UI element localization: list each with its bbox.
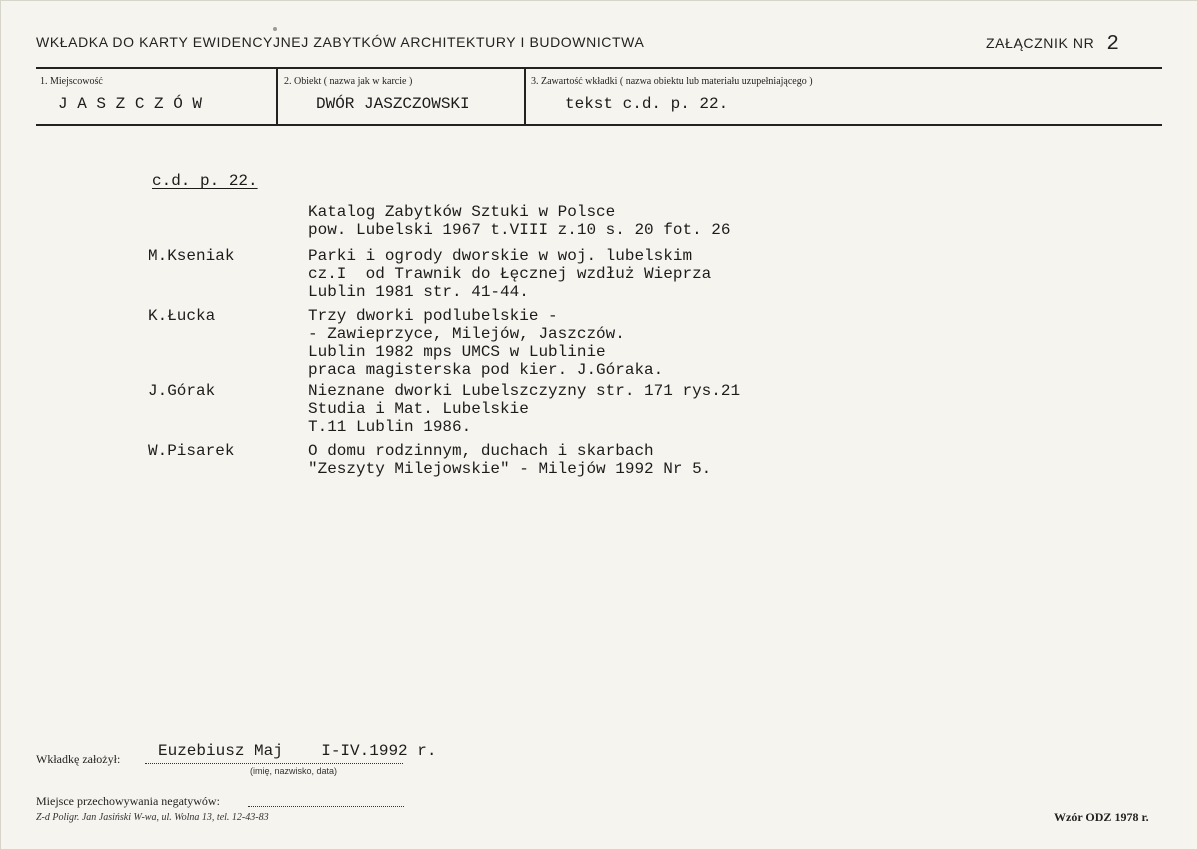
entry-text-line: pow. Lubelski 1967 t.VIII z.10 s. 20 fot. 26 <box>308 221 731 239</box>
entry-text-line: Lublin 1982 mps UMCS w Lublinie <box>308 343 606 361</box>
continuation-heading: c.d. p. 22. <box>152 172 258 190</box>
annex-label-text: ZAŁĄCZNIK NR <box>986 35 1095 51</box>
entry-text-line: Nieznane dworki Lubelszczyzny str. 171 rys.21 <box>308 382 741 400</box>
annex-label <box>986 32 1120 55</box>
negatives-location-label: Miejsce przechowywania negatywów: <box>36 794 220 808</box>
bottom-rule <box>36 124 1162 126</box>
locality-value: J A S Z C Z Ó W <box>58 95 203 113</box>
entry-author: J.Górak <box>148 382 216 400</box>
printer-imprint: Z-d Poligr. Jan Jasiński W-wa, ul. Wolna 13, tel. 12-43-83 <box>36 812 269 823</box>
object-value: DWÓR JASZCZOWSKI <box>316 95 470 113</box>
created-by-hint: (imię, nazwisko, data) <box>250 766 338 776</box>
content-label: 3. Zawartość wkładki ( nazwa obiektu lub materiału uzupełniającego ) <box>531 76 813 87</box>
card-title: WKŁADKA DO KARTY EWIDENCYJNEJ ZABYTKÓW ARCHITEKTURY I BUDOWNICTWA <box>36 34 645 50</box>
created-by-dotted-line <box>145 763 403 764</box>
divider-1 <box>276 67 278 125</box>
top-rule <box>36 67 1162 69</box>
entry-text-line: Parki i ogrody dworskie w woj. lubelskim <box>308 247 693 265</box>
annex-number: 2 <box>1106 33 1120 56</box>
entry-text-line: Studia i Mat. Lubelskie <box>308 400 529 418</box>
form-id: Wzór ODZ 1978 r. <box>1054 810 1149 824</box>
entry-text-line: praca magisterska pod kier. J.Góraka. <box>308 361 664 379</box>
divider-2 <box>524 67 526 125</box>
entry-text-line: Trzy dworki podlubelskie - <box>308 307 558 325</box>
entry-author: K.Łucka <box>148 307 216 325</box>
locality-label: 1. Miejscowość <box>40 76 103 87</box>
entry-author: M.Kseniak <box>148 247 235 265</box>
object-label: 2. Obiekt ( nazwa jak w karcie ) <box>284 76 413 87</box>
entry-text-line: T.11 Lublin 1986. <box>308 418 472 436</box>
entry-author: W.Pisarek <box>148 442 235 460</box>
entry-text-line: cz.I od Trawnik do Łęcznej wzdłuż Wieprza <box>308 265 712 283</box>
negatives-dotted-line <box>248 806 404 807</box>
content-value: tekst c.d. p. 22. <box>565 95 729 113</box>
entry-text-line: Katalog Zabytków Sztuki w Polsce <box>308 203 616 221</box>
entry-text-line: Lublin 1981 str. 41-44. <box>308 283 529 301</box>
created-by-value: Euzebiusz Maj I-IV.1992 r. <box>158 742 437 760</box>
created-by-label: Wkładkę założył: <box>36 752 121 766</box>
paper-mark <box>273 27 277 31</box>
entry-text-line: O domu rodzinnym, duchach i skarbach <box>308 442 654 460</box>
entry-text-line: "Zeszyty Milejowskie" - Milejów 1992 Nr 5. <box>308 460 712 478</box>
entry-text-line: - Zawieprzyce, Milejów, Jaszczów. <box>308 325 625 343</box>
